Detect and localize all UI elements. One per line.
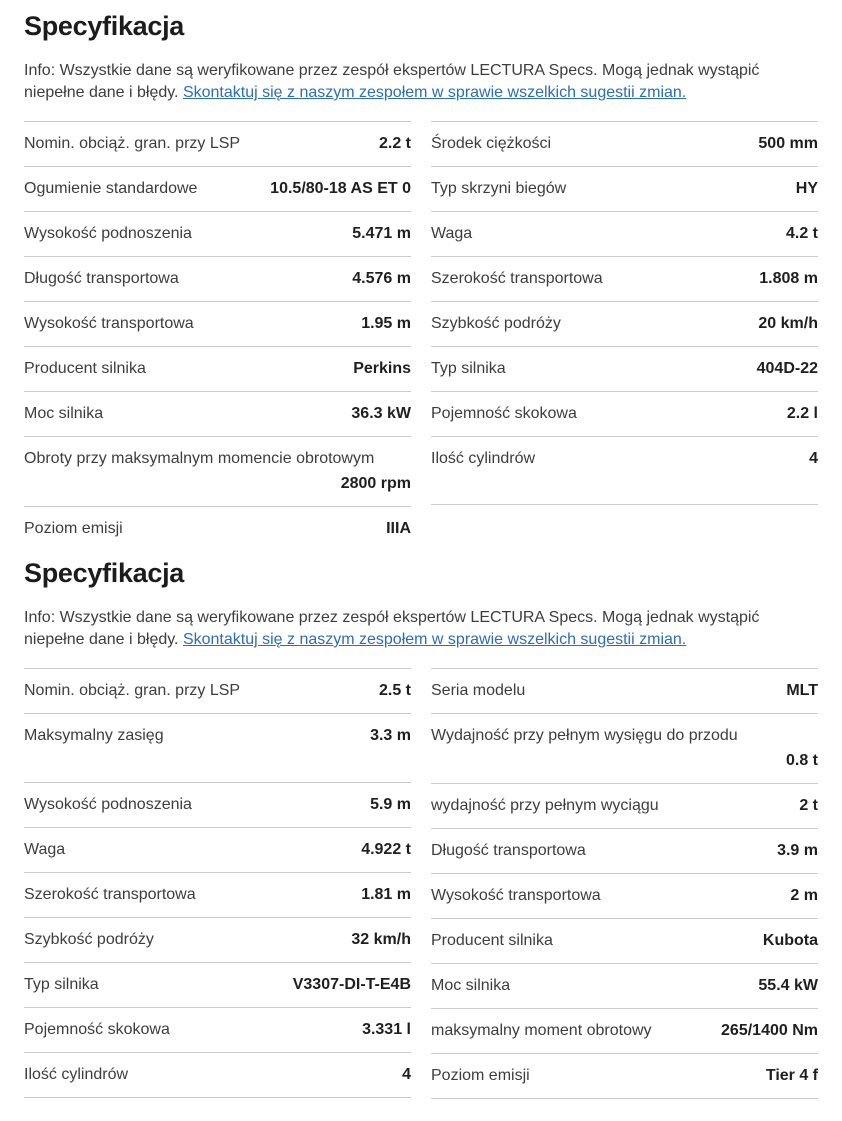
spec-row [431,166,818,211]
spec-label: Długość transportowa [24,270,179,287]
spec-label: Długość transportowa [431,842,586,859]
spec-label: Ogumienie standardowe [24,180,198,197]
spec-row [24,872,411,917]
spec-label: Pojemność skokowa [431,405,577,422]
spec-row [24,301,411,346]
spec-label: Szerokość transportowa [24,886,196,903]
spec-row [431,436,818,505]
spec-value: 4.576 m [352,270,411,287]
spec-row [24,782,411,827]
spec-label: Szybkość podróży [24,931,154,948]
spec-label: Producent silnika [24,360,146,377]
spec-value: 5.471 m [352,225,411,242]
spec-label: Poziom emisji [24,520,123,537]
spec-row [431,918,818,963]
spec-value: 55.4 kW [758,977,818,994]
spec-label: Wysokość podnoszenia [24,796,192,813]
spec-row [431,873,818,918]
spec-label: Ilość cylindrów [24,1066,129,1083]
spec-label: Ilość cylindrów [431,450,536,467]
spec-label: Szybkość podróży [431,315,561,332]
spec-row [431,828,818,873]
spec-value: 500 mm [758,135,818,152]
spec-row [24,962,411,1007]
spec-label: Nomin. obciąż. gran. przy LSP [24,682,241,699]
spec-tables [24,668,818,1099]
spec-label: maksymalny moment obrotowy [431,1022,652,1039]
spec-label: Waga [431,225,473,242]
spec-value: 4.922 t [361,841,411,858]
spec-row [431,1008,818,1053]
spec-column-left [24,121,411,551]
spec-section-2 [24,557,818,1099]
spec-value: 1.95 m [361,315,411,332]
info-text-prefix: Info: Wszystkie dane są weryfikowane przez zespół ekspertów LECTURA Specs. Mogą jednak wystąpić niepełne dane i błędy. [24,62,760,101]
spec-row [24,668,411,713]
spec-row [24,917,411,962]
spec-row [24,713,411,782]
spec-label: Nomin. obciąż. gran. przy LSP [24,135,241,152]
spec-tables [24,121,818,551]
spec-value: Kubota [762,932,818,949]
spec-value: 2.5 t [378,682,411,699]
spec-row [24,346,411,391]
spec-value: Tier 4 f [765,1067,818,1084]
spec-value: 3.3 m [370,727,411,744]
spec-value: 2800 rpm [340,475,411,492]
spec-label: Moc silnika [24,405,104,422]
spec-row [24,166,411,211]
spec-label: Moc silnika [431,977,511,994]
spec-row [24,391,411,436]
info-text [24,60,818,104]
spec-row [431,1053,818,1099]
contact-link[interactable]: Skontaktuj się z naszym zespołem w sprawie wszelkich sugestii zmian. [182,631,687,648]
spec-value: 32 km/h [351,931,411,948]
spec-column-left [24,668,411,1099]
spec-label: Poziom emisji [431,1067,530,1084]
spec-row [24,506,411,551]
spec-row [24,1007,411,1052]
spec-label: Pojemność skokowa [24,1021,170,1038]
spec-section-1 [24,10,818,551]
spec-value: 404D-22 [756,360,818,377]
spec-value: 36.3 kW [351,405,411,422]
spec-label: Producent silnika [431,932,553,949]
spec-column-right [431,668,818,1099]
spec-label: Waga [24,841,66,858]
spec-row [24,256,411,301]
spec-value: 0.8 t [785,752,818,769]
section-title: Specyfikacja [24,11,185,41]
spec-row [24,436,411,506]
spec-value: 1.81 m [361,886,411,903]
spec-value: 10.5/80-18 AS ET 0 [270,180,411,197]
spec-value: 2 t [799,797,818,814]
spec-row [431,346,818,391]
spec-value: 3.9 m [777,842,818,859]
spec-value: IIIA [386,520,411,537]
spec-value: 20 km/h [758,315,818,332]
spec-label: wydajność przy pełnym wyciągu [431,797,659,814]
spec-value: 5.9 m [370,796,411,813]
spec-row [431,783,818,828]
spec-value: V3307-DI-T-E4B [292,976,411,993]
spec-row [431,668,818,713]
spec-value: 1.808 m [759,270,818,287]
spec-value: 3.331 l [362,1021,411,1038]
spec-value: 2 m [790,887,818,904]
spec-row [24,211,411,256]
spec-value: 2.2 l [786,405,818,422]
spec-value: HY [795,180,818,197]
spec-label: Wysokość transportowa [24,315,194,332]
spec-value: 2.2 t [378,135,411,152]
spec-label: Wysokość podnoszenia [24,225,192,242]
spec-row [431,963,818,1008]
spec-value: 4 [402,1066,411,1083]
section-title: Specyfikacja [24,558,185,588]
spec-row [431,391,818,436]
spec-label: Typ silnika [24,976,99,993]
spec-label: Obroty przy maksymalnym momencie obrotowym [24,450,375,467]
spec-value: MLT [786,682,818,699]
spec-label: Seria modelu [431,682,526,699]
spec-row [431,713,818,783]
spec-value: Perkins [353,360,411,377]
info-text [24,607,818,651]
spec-label: Środek ciężkości [431,135,552,152]
spec-row [431,256,818,301]
spec-label: Typ silnika [431,360,506,377]
spec-row [24,827,411,872]
spec-row [24,1052,411,1098]
spec-column-right [431,121,818,551]
info-text-prefix: Info: Wszystkie dane są weryfikowane przez zespół ekspertów LECTURA Specs. Mogą jednak wystąpić niepełne dane i błędy. [24,609,760,648]
spec-value: 265/1400 Nm [721,1022,818,1039]
spec-label: Maksymalny zasięg [24,727,164,744]
spec-row [431,301,818,346]
spec-value: 4.2 t [785,225,818,242]
spec-row [431,121,818,166]
spec-label: Typ skrzyni biegów [431,180,567,197]
spec-label: Wysokość transportowa [431,887,601,904]
spec-row [24,121,411,166]
spec-label: Wydajność przy pełnym wysięgu do przodu [431,727,738,744]
spec-value: 4 [809,450,818,467]
spec-label: Szerokość transportowa [431,270,603,287]
contact-link[interactable]: Skontaktuj się z naszym zespołem w sprawie wszelkich sugestii zmian. [182,84,687,101]
spec-row [431,211,818,256]
